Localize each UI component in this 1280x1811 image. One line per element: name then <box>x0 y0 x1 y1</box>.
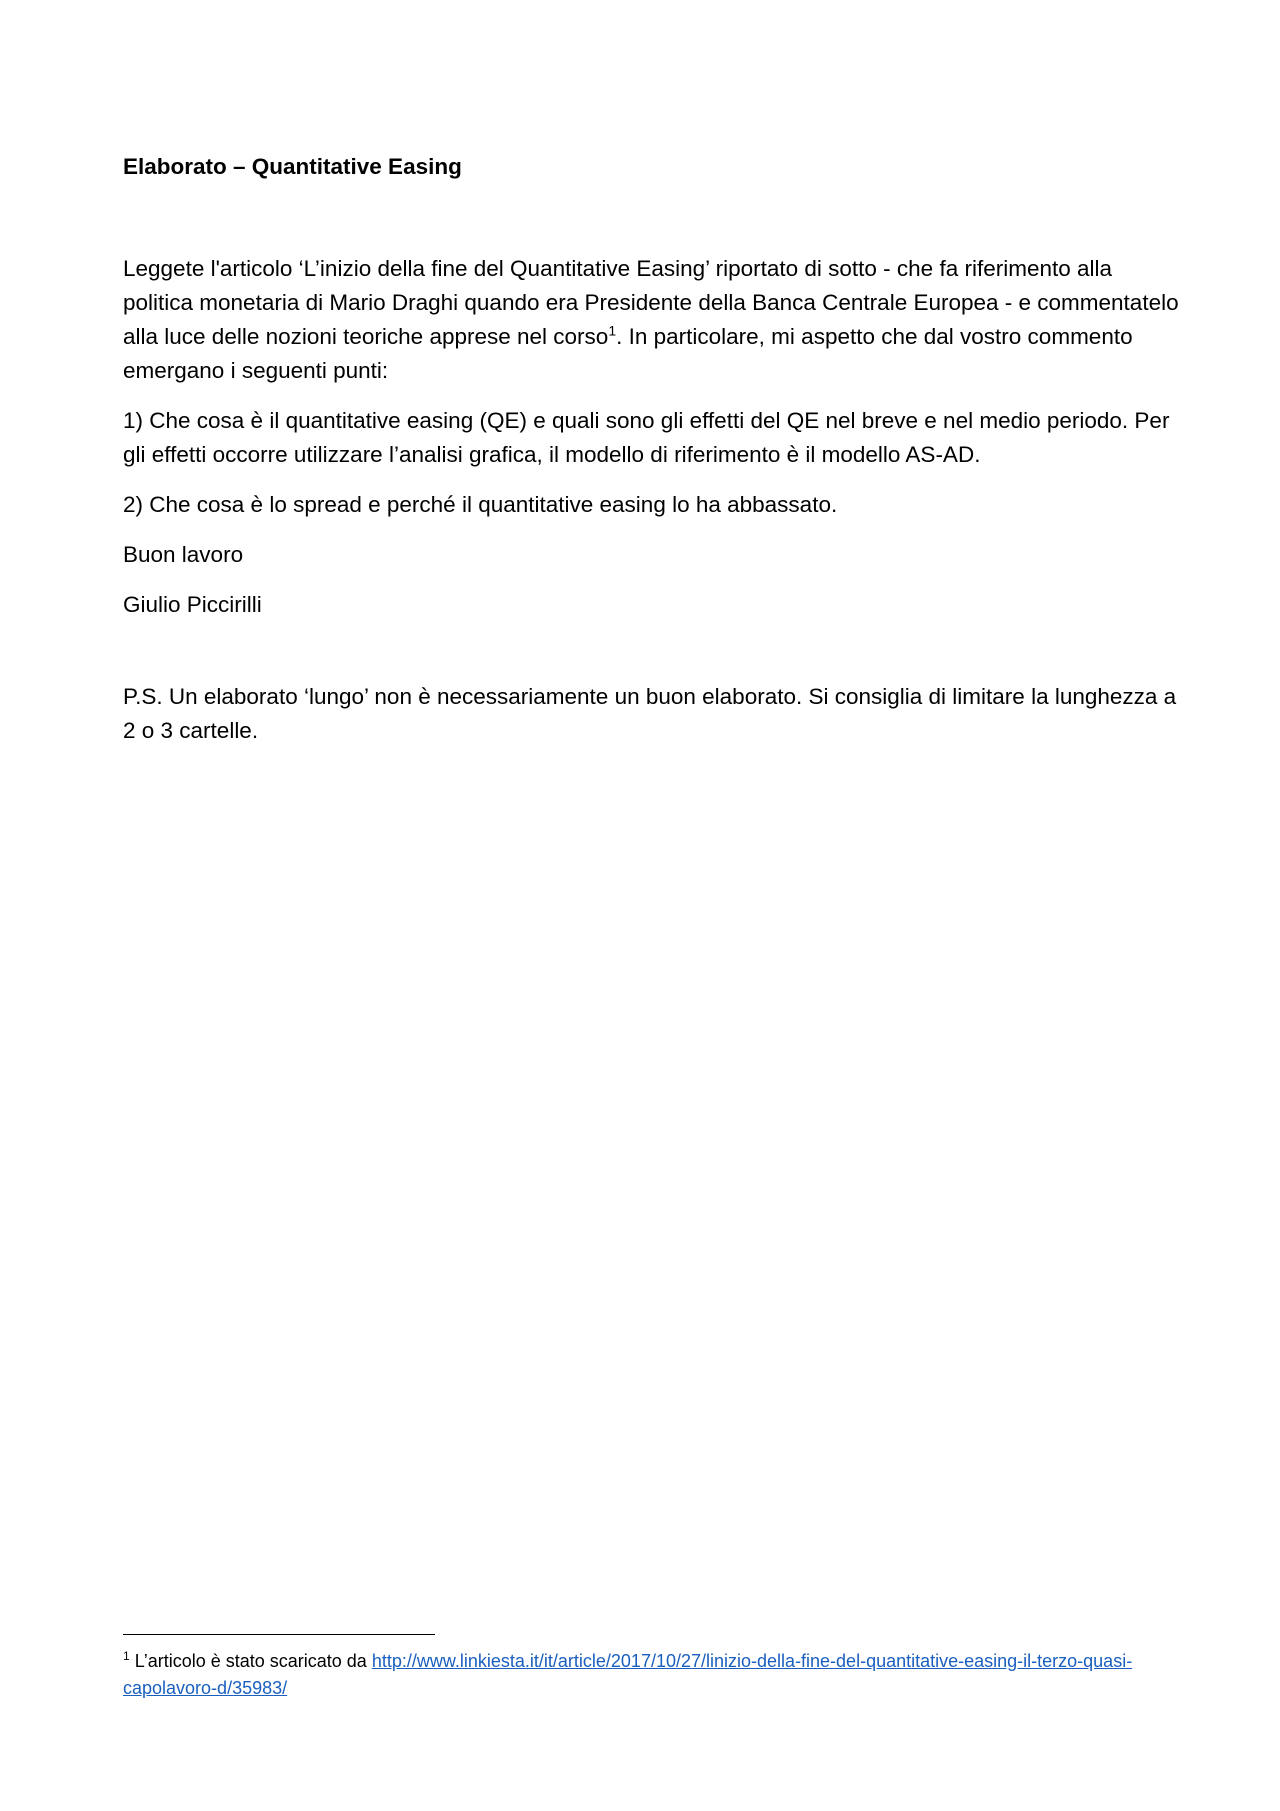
document-body <box>123 150 1183 764</box>
footnote-number: 1 <box>123 1649 130 1663</box>
footnote-separator <box>123 1634 435 1635</box>
footnote-link[interactable]: http://www.linkiesta.it/it/article/2017/10/27/linizio-della-fine-del-quantitative-easing-il-terzo-quasi-capolavoro-d/35983/ <box>123 1651 1133 1698</box>
intro-text-part2: . In particolare, mi aspetto che dal vostro commento emergano i seguenti punti: <box>123 324 1133 383</box>
point-two-paragraph: 2) Che cosa è lo spread e perché il quantitative easing lo ha abbassato. <box>123 492 838 517</box>
intro-text-part1: Leggete l'articolo ‘L’inizio della fine del Quantitative Easing’ riportato di sotto - che fa riferimento alla politica monetaria di Mario Draghi quando era Presidente della Banca Centrale Europea - e commentatelo alla luce delle nozioni teoriche apprese nel corso <box>123 256 1179 349</box>
footnote <box>123 1648 1183 1702</box>
footnote-reference[interactable]: 1 <box>608 322 617 339</box>
document-title: Elaborato – Quantitative Easing <box>123 154 462 179</box>
intro-paragraph <box>123 252 1183 388</box>
point-one-paragraph: 1) Che cosa è il quantitative easing (QE) e quali sono gli effetti del QE nel breve e nel medio periodo. Per gli effetti occorre utilizzare l’analisi grafica, il modello di riferimento è il modello AS-AD. <box>123 408 1170 467</box>
footnote-text: L’articolo è stato scaricato da <box>129 1651 372 1671</box>
ps-paragraph: P.S. Un elaborato ‘lungo’ non è necessariamente un buon elaborato. Si consiglia di limitare la lunghezza a 2 o 3 cartelle. <box>123 684 1177 743</box>
closing-text: Buon lavoro <box>123 542 244 567</box>
signature-text: Giulio Piccirilli <box>123 592 262 617</box>
